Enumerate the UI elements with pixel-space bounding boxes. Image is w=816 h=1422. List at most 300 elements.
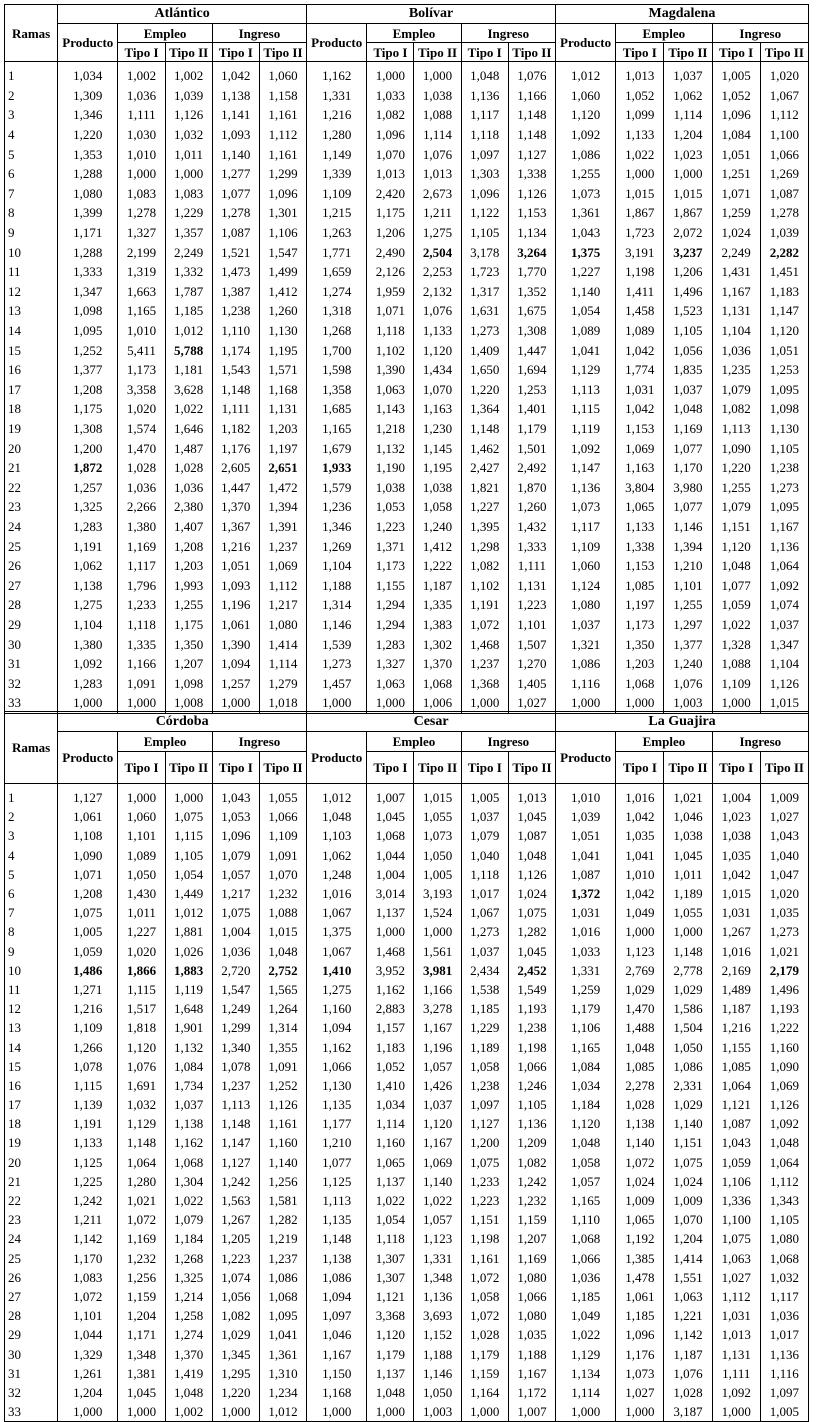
table-row [5,242,809,262]
table-cell: 1,233 [118,595,165,615]
table-cell: 1,325 [165,1268,212,1287]
table-cell: 1,072 [616,1153,664,1172]
table-cell: 1,473 [212,262,259,282]
table-cell: 1,434 [414,360,461,380]
table-cell: 3,980 [664,477,712,497]
table-cell: 1,166 [414,980,461,999]
table-cell: 1,022 [616,144,664,164]
table-cell: 1,127 [212,1153,259,1172]
table-cell: 1,072 [461,1268,508,1287]
rama-number: 18 [5,1114,58,1133]
table-cell: 1,004 [212,922,259,941]
table-cell: 1,274 [165,1325,212,1344]
table-cell: 1,547 [212,980,259,999]
table-cell: 1,160 [259,1133,306,1152]
table-cell: 1,411 [616,282,664,302]
table-cell: 1,220 [58,125,118,145]
table-cell: 1,140 [212,144,259,164]
table-cell: 1,058 [461,1057,508,1076]
table-cell: 1,098 [760,399,808,419]
table-cell: 1,487 [165,438,212,458]
table-cell: 1,027 [508,693,555,713]
table-row [5,1114,809,1133]
table-cell: 2,490 [367,242,414,262]
table-cell: 1,006 [414,693,461,713]
tipo-header: Tipo I [461,752,508,784]
table-cell: 1,159 [461,1364,508,1383]
table-cell: 1,042 [616,884,664,903]
table-cell: 1,277 [212,164,259,184]
table-cell: 5,788 [165,340,212,360]
table-cell: 1,085 [616,1057,664,1076]
table-cell: 1,013 [367,164,414,184]
table-cell: 1,367 [212,517,259,537]
table-cell: 1,079 [712,380,760,400]
table-cell: 2,253 [414,262,461,282]
table-cell: 1,207 [165,654,212,674]
table-cell: 1,101 [58,1306,118,1325]
table-cell: 1,260 [508,497,555,517]
table-cell: 1,000 [307,1402,367,1422]
table-cell: 1,000 [414,62,461,86]
rama-number: 11 [5,980,58,999]
table-cell: 2,651 [259,458,306,478]
table-cell: 1,679 [307,438,367,458]
table-cell: 1,866 [118,961,165,980]
table-cell: 1,068 [760,1249,808,1268]
region-header: Magdalena [555,5,808,24]
table-cell: 1,051 [556,826,616,845]
table-cell: 1,283 [58,517,118,537]
table-cell: 1,346 [307,517,367,537]
rama-number: 20 [5,438,58,458]
table-cell: 1,082 [212,1306,259,1325]
table-cell: 1,391 [259,517,306,537]
table-cell: 1,517 [118,999,165,1018]
table-cell: 1,098 [58,301,118,321]
rama-number: 23 [5,1210,58,1229]
region-header: Cesar [307,712,556,732]
table-row [5,282,809,302]
table-cell: 1,079 [165,1210,212,1229]
table-cell: 1,015 [664,184,712,204]
table-cell: 1,257 [212,673,259,693]
table-cell: 1,278 [212,203,259,223]
table-cell: 1,299 [259,164,306,184]
rama-number: 21 [5,1172,58,1191]
table-cell: 1,147 [555,458,615,478]
table-cell: 1,120 [414,340,461,360]
table-cell: 1,166 [118,654,165,674]
table-cell: 1,090 [712,438,760,458]
rama-number: 27 [5,1287,58,1306]
table-cell: 1,048 [307,807,367,826]
table-cell: 1,818 [118,1018,165,1037]
table-cell: 1,184 [556,1095,616,1114]
table-cell: 1,048 [664,399,712,419]
table-cell: 1,237 [259,536,306,556]
table-cell: 1,301 [259,203,306,223]
table-cell: 1,041 [259,1325,306,1344]
rama-number: 2 [5,807,58,826]
table-cell: 1,273 [760,922,808,941]
table-cell: 1,106 [556,1018,616,1037]
table-cell: 1,083 [118,184,165,204]
table-cell: 1,179 [367,1344,414,1363]
table-cell: 1,650 [461,360,508,380]
table-cell: 1,088 [259,903,306,922]
table-cell: 1,993 [165,575,212,595]
table-row [5,1153,809,1172]
table-row [5,517,809,537]
rama-number: 25 [5,1249,58,1268]
table-cell: 1,070 [367,144,414,164]
table-cell: 1,227 [555,262,615,282]
table-cell: 1,102 [461,575,508,595]
table-cell: 1,155 [367,575,414,595]
table-row [5,1076,809,1095]
table-cell: 1,283 [367,634,414,654]
table-cell: 1,256 [259,1172,306,1191]
table-cell: 1,126 [760,673,808,693]
table-cell: 1,207 [508,1229,555,1248]
rama-number: 21 [5,458,58,478]
table-cell: 1,271 [58,980,118,999]
table-cell: 1,217 [259,595,306,615]
table-cell: 1,163 [414,399,461,419]
table-cell: 2,278 [616,1076,664,1095]
table-cell: 1,221 [664,1306,712,1325]
table-cell: 1,190 [367,458,414,478]
table-cell: 1,113 [212,1095,259,1114]
table-cell: 1,151 [664,1133,712,1152]
table-cell: 1,137 [367,903,414,922]
table-cell: 1,076 [664,673,712,693]
table-cell: 1,223 [367,517,414,537]
table-cell: 1,000 [118,693,165,713]
table-cell: 1,104 [58,615,118,635]
table-cell: 1,032 [165,125,212,145]
table-row [5,961,809,980]
table-cell: 1,249 [212,999,259,1018]
table-cell: 1,390 [367,360,414,380]
table-cell: 2,380 [165,497,212,517]
table-cell: 1,370 [165,1344,212,1363]
table-cell: 1,023 [712,807,760,826]
table-cell: 1,447 [508,340,555,360]
table-cell: 1,114 [367,1114,414,1133]
table-cell: 1,094 [212,654,259,674]
table-cell: 1,204 [664,1229,712,1248]
table-cell: 1,218 [367,419,414,439]
rama-number: 22 [5,1191,58,1210]
table-cell: 1,077 [664,497,712,517]
table-cell: 1,048 [367,1383,414,1402]
table-cell: 1,175 [58,399,118,419]
empleo-header: Empleo [616,732,712,752]
table-cell: 1,458 [616,301,664,321]
table-cell: 1,084 [556,1057,616,1076]
region-header: Córdoba [58,712,307,732]
table-cell: 1,054 [165,865,212,884]
table-cell: 1,142 [664,1325,712,1344]
table-cell: 3,193 [414,884,461,903]
table-cell: 1,394 [664,536,712,556]
table-cell: 1,037 [760,615,808,635]
table-cell: 1,157 [367,1018,414,1037]
table-cell: 1,307 [367,1249,414,1268]
table-cell: 1,273 [461,321,508,341]
table-cell: 1,130 [307,1076,367,1095]
table-cell: 1,010 [556,784,616,808]
table-cell: 1,169 [508,1249,555,1268]
table-cell: 1,016 [616,784,664,808]
table-row [5,1057,809,1076]
table-cell: 1,130 [259,321,306,341]
table-cell: 1,294 [367,615,414,635]
table-cell: 1,060 [555,86,615,106]
table-cell: 2,072 [664,223,712,243]
table-cell: 1,052 [367,1057,414,1076]
table-cell: 1,220 [712,458,760,478]
table-cell: 2,452 [508,961,555,980]
table-row [5,884,809,903]
table-cell: 1,016 [712,942,760,961]
table-cell: 1,331 [414,1249,461,1268]
table-cell: 1,126 [165,105,212,125]
rama-number: 25 [5,536,58,556]
table-cell: 1,685 [307,399,367,419]
table-cell: 1,069 [760,1076,808,1095]
table-cell: 1,881 [165,922,212,941]
table-cell: 1,333 [58,262,118,282]
table-cell: 1,066 [259,807,306,826]
table-cell: 1,353 [58,144,118,164]
table-cell: 1,269 [760,164,808,184]
table-cell: 1,340 [212,1037,259,1056]
table-cell: 1,204 [118,1306,165,1325]
table-cell: 1,159 [118,1287,165,1306]
table-row [5,615,809,635]
table-cell: 1,173 [616,615,664,635]
table-cell: 1,113 [712,419,760,439]
table-cell: 1,053 [212,807,259,826]
table-cell: 1,068 [556,1229,616,1248]
table-cell: 1,127 [461,1114,508,1133]
table-cell: 1,095 [58,321,118,341]
table-cell: 1,222 [760,1018,808,1037]
table-cell: 1,022 [556,1325,616,1344]
table-cell: 1,000 [712,693,760,713]
table-row [5,865,809,884]
table-cell: 1,048 [508,846,555,865]
table-cell: 1,195 [259,340,306,360]
table-cell: 2,266 [118,497,165,517]
table-cell: 1,118 [461,865,508,884]
table-cell: 1,076 [118,1057,165,1076]
table-cell: 1,028 [165,458,212,478]
table-cell: 1,101 [118,826,165,845]
table-cell: 1,079 [712,497,760,517]
table-cell: 1,096 [712,105,760,125]
table-row [5,380,809,400]
table-cell: 1,208 [165,536,212,556]
table-cell: 1,008 [165,693,212,713]
table-cell: 1,066 [556,1249,616,1268]
table-cell: 1,031 [616,380,664,400]
table-cell: 1,273 [461,922,508,941]
table-cell: 1,298 [461,536,508,556]
table-cell: 1,041 [556,846,616,865]
tipo-header: Tipo I [212,752,259,784]
table-cell: 3,628 [165,380,212,400]
tipo-header: Tipo I [367,43,414,62]
table-cell: 1,029 [616,980,664,999]
table-cell: 1,238 [760,458,808,478]
table-cell: 1,126 [760,1095,808,1114]
table-cell: 1,134 [556,1364,616,1383]
table-cell: 1,242 [58,1191,118,1210]
table-cell: 1,563 [212,1191,259,1210]
table-cell: 1,079 [461,826,508,845]
table-cell: 1,543 [212,360,259,380]
table-cell: 1,551 [664,1268,712,1287]
table-cell: 1,074 [212,1268,259,1287]
table-cell: 1,136 [760,536,808,556]
table-cell: 1,017 [461,884,508,903]
table-cell: 1,240 [664,654,712,674]
table-cell: 1,075 [508,903,555,922]
table-cell: 1,165 [556,1191,616,1210]
table-cell: 1,470 [118,438,165,458]
table-cell: 1,013 [616,62,664,86]
table-cell: 2,605 [212,458,259,478]
table-cell: 1,036 [712,340,760,360]
table-cell: 1,043 [555,223,615,243]
table-cell: 1,273 [760,477,808,497]
table-cell: 1,232 [118,1249,165,1268]
table-cell: 1,127 [58,784,118,808]
table-cell: 1,042 [616,399,664,419]
table-cell: 1,162 [307,62,367,86]
table-cell: 1,225 [58,1172,118,1191]
table-cell: 1,040 [461,846,508,865]
table-cell: 1,075 [58,903,118,922]
table-cell: 1,238 [212,301,259,321]
table-cell: 1,031 [556,903,616,922]
table-cell: 1,067 [307,903,367,922]
table-cell: 1,267 [212,1210,259,1229]
table-cell: 1,089 [616,321,664,341]
table-cell: 1,071 [58,865,118,884]
table-row [5,184,809,204]
table-row [5,1018,809,1037]
table-cell: 1,192 [616,1229,664,1248]
table-cell: 1,166 [508,86,555,106]
rama-number: 26 [5,1268,58,1287]
table-cell: 1,015 [712,884,760,903]
table-row [5,1364,809,1383]
table-cell: 1,037 [461,807,508,826]
table-row [5,673,809,693]
table-cell: 1,024 [616,1172,664,1191]
table-cell: 1,053 [367,497,414,517]
table-cell: 1,105 [508,1095,555,1114]
tipo-header: Tipo I [367,752,414,784]
table-cell: 1,089 [118,846,165,865]
table-cell: 1,197 [616,595,664,615]
table-cell: 1,872 [58,458,118,478]
table-cell: 1,045 [664,846,712,865]
table-cell: 1,663 [118,282,165,302]
table-cell: 1,038 [712,826,760,845]
table-cell: 1,151 [461,1210,508,1229]
table-cell: 1,410 [307,961,367,980]
table-cell: 1,082 [508,1153,555,1172]
table-cell: 1,176 [616,1344,664,1363]
table-cell: 1,077 [712,575,760,595]
table-cell: 2,720 [212,961,259,980]
table-cell: 1,691 [118,1076,165,1095]
table-cell: 1,173 [118,360,165,380]
table-cell: 1,057 [212,865,259,884]
table-cell: 1,068 [616,673,664,693]
table-cell: 1,118 [367,321,414,341]
table-cell: 1,133 [616,517,664,537]
table-cell: 1,000 [367,62,414,86]
table-cell: 1,267 [712,922,760,941]
table-cell: 1,205 [212,1229,259,1248]
table-cell: 1,123 [414,1229,461,1248]
table-cell: 1,045 [508,942,555,961]
table-cell: 1,109 [712,673,760,693]
table-cell: 1,139 [58,1095,118,1114]
table-cell: 1,020 [760,62,808,86]
table-cell: 1,165 [307,419,367,439]
table-cell: 1,246 [508,1076,555,1095]
table-cell: 1,223 [212,1249,259,1268]
table-cell: 1,009 [616,1191,664,1210]
table-cell: 1,331 [307,86,367,106]
table-cell: 1,648 [165,999,212,1018]
table-cell: 1,077 [212,184,259,204]
table-cell: 1,137 [367,1364,414,1383]
table-row [5,556,809,576]
table-cell: 1,038 [414,86,461,106]
table-cell: 1,065 [616,497,664,517]
table-cell: 2,331 [664,1076,712,1095]
table-cell: 1,009 [664,1191,712,1210]
table-cell: 1,355 [259,1037,306,1056]
table-cell: 1,377 [664,634,712,654]
table-cell: 1,082 [461,556,508,576]
table-cell: 1,189 [461,1037,508,1056]
table-cell: 1,314 [259,1018,306,1037]
table-cell: 1,109 [259,826,306,845]
table-cell: 1,011 [118,903,165,922]
table-cell: 1,000 [118,164,165,184]
producto-header: Producto [555,24,615,62]
table-cell: 1,070 [414,380,461,400]
table-cell: 1,048 [712,556,760,576]
table-row [5,164,809,184]
region-header: La Guajira [556,712,809,732]
table-cell: 1,257 [58,477,118,497]
table-cell: 1,101 [508,615,555,635]
table-cell: 1,335 [118,634,165,654]
table-row [5,575,809,595]
table-cell: 1,148 [461,419,508,439]
